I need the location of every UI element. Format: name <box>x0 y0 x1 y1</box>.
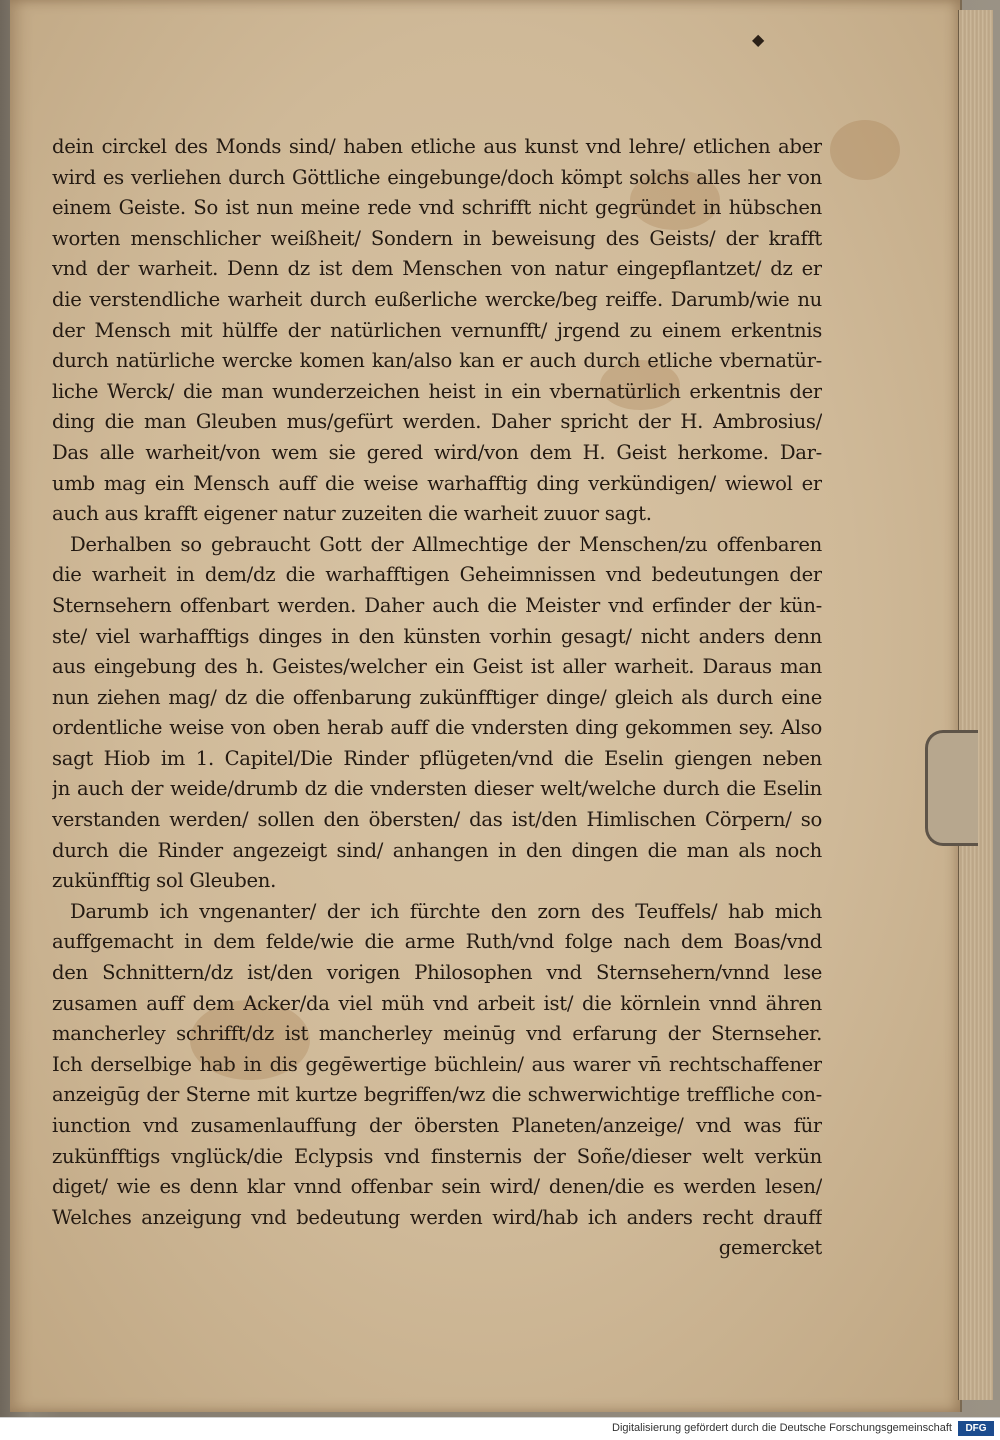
text-line: nun ziehen mag/ dz die offenbarung zukünfftiger dinge/ gleich als durch eine <box>52 685 822 709</box>
text-line: mancherley schrifft/dz ist mancherley meinūg vnd erfarung der Sternseher. <box>52 1022 822 1046</box>
text-line: zukünfftig sol Gleuben. <box>52 869 277 893</box>
page-edge <box>958 10 993 1400</box>
text-line: auch aus krafft eigener natur zuzeiten die warheit zuuor sagt. <box>52 502 652 526</box>
text-line: Das alle warheit/von wem sie gered wird/von dem H. Geist herkome. Dar- <box>52 440 822 464</box>
dfg-logo: DFG <box>958 1421 994 1436</box>
text-line: die verstendliche warheit durch eußerliche wercke/beg reiffe. Darumb/wie nu <box>52 287 822 311</box>
text-line: Darumb ich vngenanter/ der ich fürchte den zorn des Teuffels/ hab mich <box>70 899 822 923</box>
text-line: liche Werck/ die man wunderzeichen heist in ein vbernatürlich erkentnis der <box>52 379 822 403</box>
text-line: ordentliche weise von oben herab auff die vndersten ding gekommen sey. Also <box>52 716 822 740</box>
text-line: vnd der warheit. Denn dz ist dem Menschen von natur eingepflantzet/ dz er <box>52 257 822 281</box>
text-line: durch natürliche wercke komen kan/also kan er auch durch etliche vbernatür- <box>52 349 822 373</box>
text-line: zukünfftigs vnglück/die Eclypsis vnd finsternis der Soñe/dieser welt verkün <box>52 1144 822 1168</box>
text-line: dein circkel des Monds sind/ haben etliche aus kunst vnd lehre/ etlichen aber <box>52 135 822 158</box>
text-line: wird es verliehen durch Göttliche eingebunge/doch kömpt solchs alles her von <box>52 165 822 189</box>
text-line: ste/ viel warhafftigs dinges in den künsten vorhin gesagt/ nicht anders denn <box>52 624 822 648</box>
text-line: den Schnittern/dz ist/den vorigen Philosophen vnd Sternsehern/vnnd lese <box>52 961 822 985</box>
text-line: umb mag ein Mensch auff die weise warhafftig ding verkündigen/ wiewol er <box>52 471 822 495</box>
footer-bar <box>0 1417 1000 1440</box>
text-line: worten menschlicher weißheit/ Sondern in beweisung des Geists/ der krafft <box>52 226 822 250</box>
text-line: Welches anzeigung vnd bedeutung werden wird/hab ich anders recht drauff <box>52 1205 822 1229</box>
text-line: aus eingebung des h. Geistes/welcher ein Geist ist aller warheit. Daraus man <box>52 655 822 679</box>
text-line: Derhalben so gebraucht Gott der Allmechtige der Menschen/zu offenbaren <box>70 532 822 556</box>
stain <box>830 120 900 180</box>
page-mark: ◆ <box>752 30 765 49</box>
text-line: einem Geiste. So ist nun meine rede vnd schrifft nicht gegründet in hübschen <box>52 196 822 220</box>
text-line: sagt Hiob im 1. Capitel/Die Rinder pflügeten/vnd die Eselin giengen neben <box>52 746 822 770</box>
clasp-tab <box>925 730 978 846</box>
text-line: Ich derselbige hab in dis gegēwertige büchlein/ aus warer vn̄ rechtschaffener <box>52 1052 822 1076</box>
text-line: durch die Rinder angezeigt sind/ anhangen in den dingen die man als noch <box>52 838 822 862</box>
text-line: ding die man Gleuben mus/gefürt werden. Daher spricht der H. Ambrosius/ <box>52 410 822 434</box>
funding-credit: Digitalisierung gefördert durch die Deutsche Forschungsgemeinschaft <box>612 1422 952 1434</box>
text-line: auffgemacht in dem felde/wie die arme Ruth/vnd folge nach dem Boas/vnd <box>52 930 822 954</box>
catchword: gemercket <box>718 1236 822 1260</box>
text-line: anzeigūg der Sterne mit kurtze begriffen/wz die schwerwichtige treffliche con- <box>52 1083 822 1107</box>
text-line: die warheit in dem/dz die warhafftigen Geheimnissen vnd bedeutungen der <box>52 563 822 587</box>
text-line: der Mensch mit hülffe der natürlichen vernunfft/ jrgend zu einem erkentnis <box>52 318 822 342</box>
text-line: verstanden werden/ sollen den öbersten/ das ist/den Himlischen Cörpern/ so <box>52 808 822 832</box>
text-line: zusamen auff dem Acker/da viel müh vnd arbeit ist/ die körnlein vnnd ähren <box>52 991 822 1015</box>
text-line: diget/ wie es denn klar vnnd offenbar sein wird/ denen/die es werden lesen/ <box>52 1175 822 1199</box>
text-line: iunction vnd zusamenlauffung der öbersten Planeten/anzeige/ vnd was für <box>52 1114 822 1137</box>
text-line: jn auch der weide/drumb dz die vndersten dieser welt/welche durch die Eselin <box>52 777 822 801</box>
text-line: Sternsehern offenbart werden. Daher auch die Meister vnd erfinder der kün- <box>52 593 822 617</box>
main-text <box>52 132 822 1264</box>
